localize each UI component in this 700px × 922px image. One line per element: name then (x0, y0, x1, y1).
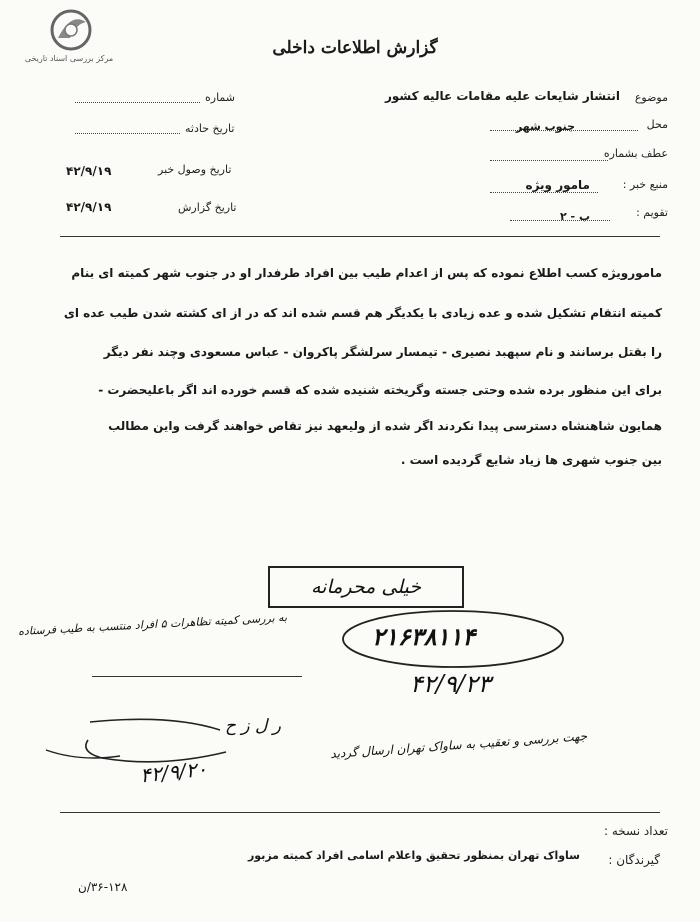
incident-date-label: تاریخ حادثه (185, 122, 235, 135)
handwritten-initials: ر ل ز ح (225, 716, 281, 736)
body-line-3: را بقتل برسانند و نام سپهبد نصیری - تیمسار سرلشگر پاکروان - عباس مسعودی وچند نفر دیگر (103, 345, 662, 359)
copies-label: تعداد نسخه : (603, 824, 668, 838)
header-divider (60, 236, 660, 237)
source-value: مامور ویژه (525, 178, 590, 192)
archive-emblem-icon (46, 8, 96, 52)
source-label: منبع خبر : (622, 178, 668, 191)
subject-label: موضوع (634, 91, 668, 104)
reference-label: عطف بشماره (603, 147, 668, 160)
document-title: گزارش اطلاعات داخلی (272, 38, 438, 58)
body-line-1: مامورویژه کسب اطلاع نموده که پس از اعدام طیب بین افراد طرفدار او در جنوب شهر کمیته ای بنام (71, 266, 662, 280)
evaluation-label: تقویم : (636, 206, 668, 219)
report-date-label: تاریخ گزارش (178, 201, 237, 214)
body-line-5: همایون شاهنشاه دسترسی پیدا نکردند اگر شده از ولیعهد نیز تقاص خواهند گرفت واین مطالب (108, 419, 662, 433)
number-dotted-line (75, 102, 200, 103)
confidential-stamp-text: خیلی محرمانه (310, 576, 421, 598)
recipients-value: ساواک تهران بمنظور تحقیق واعلام اسامی افراد کمیته مزبور (247, 849, 580, 862)
received-label: تاریخ وصول خبر (158, 163, 232, 176)
source-dotted-line (490, 192, 598, 193)
place-value: جنوب شهر (515, 120, 575, 133)
archive-logo (14, 8, 124, 68)
note-underline (92, 676, 302, 677)
subject-value: انتشار شایعات علیه مقامات عالیه کشور (384, 89, 620, 103)
reference-dotted-line (490, 160, 608, 161)
handwritten-note-left: به بررسی کمیته تظاهرات ۵ افراد منتسب به طیب فرستاده (17, 610, 288, 639)
body-line-6: بین جنوب شهری ها زیاد شایع گردیده است . (400, 453, 662, 467)
oval-stamp-date: ۴۲/۹/۲۳ (410, 670, 491, 698)
report-date-value: ۴۲/۹/۱۹ (66, 200, 112, 214)
body-line-2: کمیته انتقام تشکیل شده و عده زیادی با یکدیگر هم قسم شده اند که در از ای کشته شدن طیب عده ای (63, 306, 662, 320)
oval-stamp-number: ۲۱۶۳۸۱۱۴ (372, 622, 476, 651)
recipients-label: گیرندگان : (608, 853, 660, 867)
evaluation-value: ب - ۲ (560, 210, 590, 223)
place-label: محل (646, 118, 668, 131)
number-label: شماره (205, 91, 236, 104)
handwritten-note-right: جهت بررسی و تعقیب به ساواک تهران ارسال گردید (329, 729, 588, 761)
archive-logo-text: مرکز بررسی اسناد تاریخی (24, 54, 114, 63)
footer-divider (60, 812, 660, 813)
body-line-4: برای این منظور برده شده وحتی جسته وگریخته شنیده شده که قسم خورده اند اگر باعلیحضرت - (98, 383, 662, 397)
registration-oval-stamp (340, 608, 566, 670)
confidential-stamp (268, 566, 464, 608)
handwritten-date-left: ۴۲/۹/۲۰ (138, 756, 209, 788)
incident-date-dotted-line (75, 133, 180, 134)
received-value: ۴۲/۹/۱۹ (66, 164, 112, 178)
form-code: ۳۶-۱۲۸/ن (78, 880, 128, 894)
